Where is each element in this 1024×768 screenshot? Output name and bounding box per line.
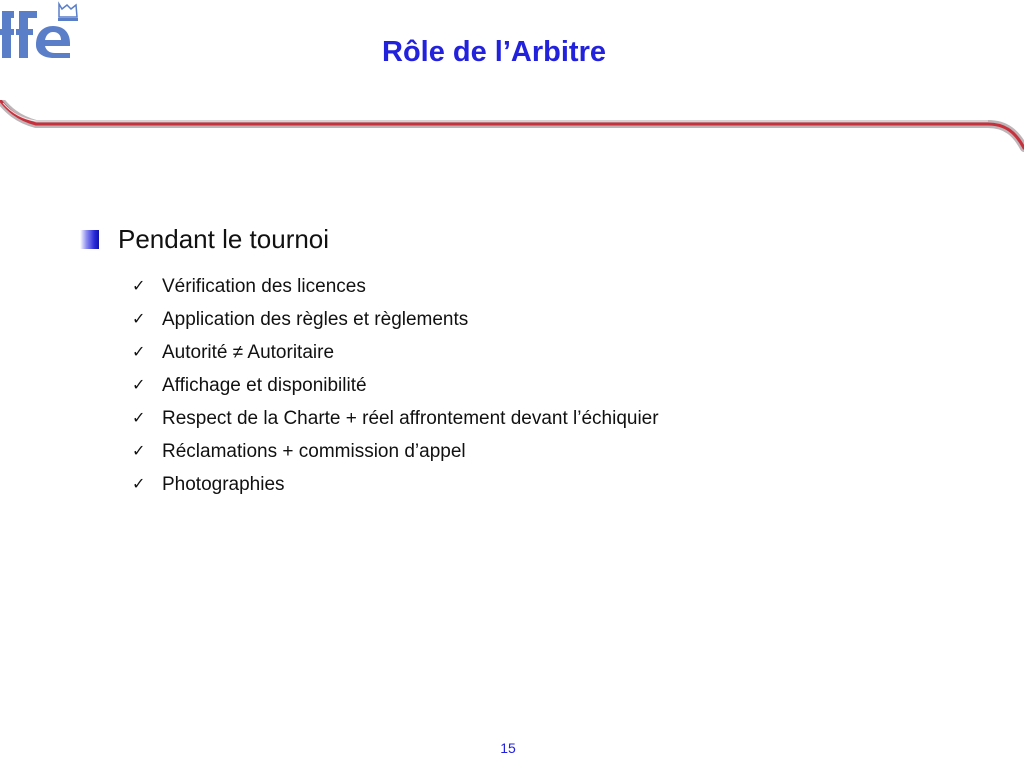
checkmark-icon: ✓ <box>132 475 146 493</box>
page-title: Rôle de l’Arbitre <box>382 36 606 68</box>
square-bullet-icon <box>80 230 99 249</box>
checkmark-icon: ✓ <box>132 277 146 295</box>
ffe-logo <box>0 0 84 62</box>
checkmark-icon: ✓ <box>132 343 146 361</box>
list-item-text: Affichage et disponibilité <box>162 374 367 396</box>
checkmark-icon: ✓ <box>132 442 146 460</box>
list-item <box>132 270 659 303</box>
list-item-text: Vérification des licences <box>162 275 366 297</box>
list-item <box>132 402 659 435</box>
bullet-list <box>132 270 659 501</box>
checkmark-icon: ✓ <box>132 376 146 394</box>
crown-icon <box>58 4 78 21</box>
list-item <box>132 369 659 402</box>
list-item-text: Autorité ≠ Autoritaire <box>162 341 335 363</box>
title-divider <box>0 100 1024 156</box>
page-number: 15 <box>500 740 516 756</box>
section-heading: Pendant le tournoi <box>118 224 330 254</box>
checkmark-icon: ✓ <box>132 409 146 427</box>
list-item <box>132 468 659 501</box>
list-item-text: Photographies <box>162 473 285 495</box>
main-bullet <box>80 224 329 255</box>
list-item <box>132 435 659 468</box>
list-item-text: Respect de la Charte + réel affrontement devant l’échiquier <box>162 407 659 429</box>
checkmark-icon: ✓ <box>132 310 146 328</box>
list-item-text: Application des règles et règlements <box>162 308 469 330</box>
list-item <box>132 336 659 369</box>
list-item-text: Réclamations + commission d’appel <box>162 440 466 462</box>
list-item <box>132 303 659 336</box>
